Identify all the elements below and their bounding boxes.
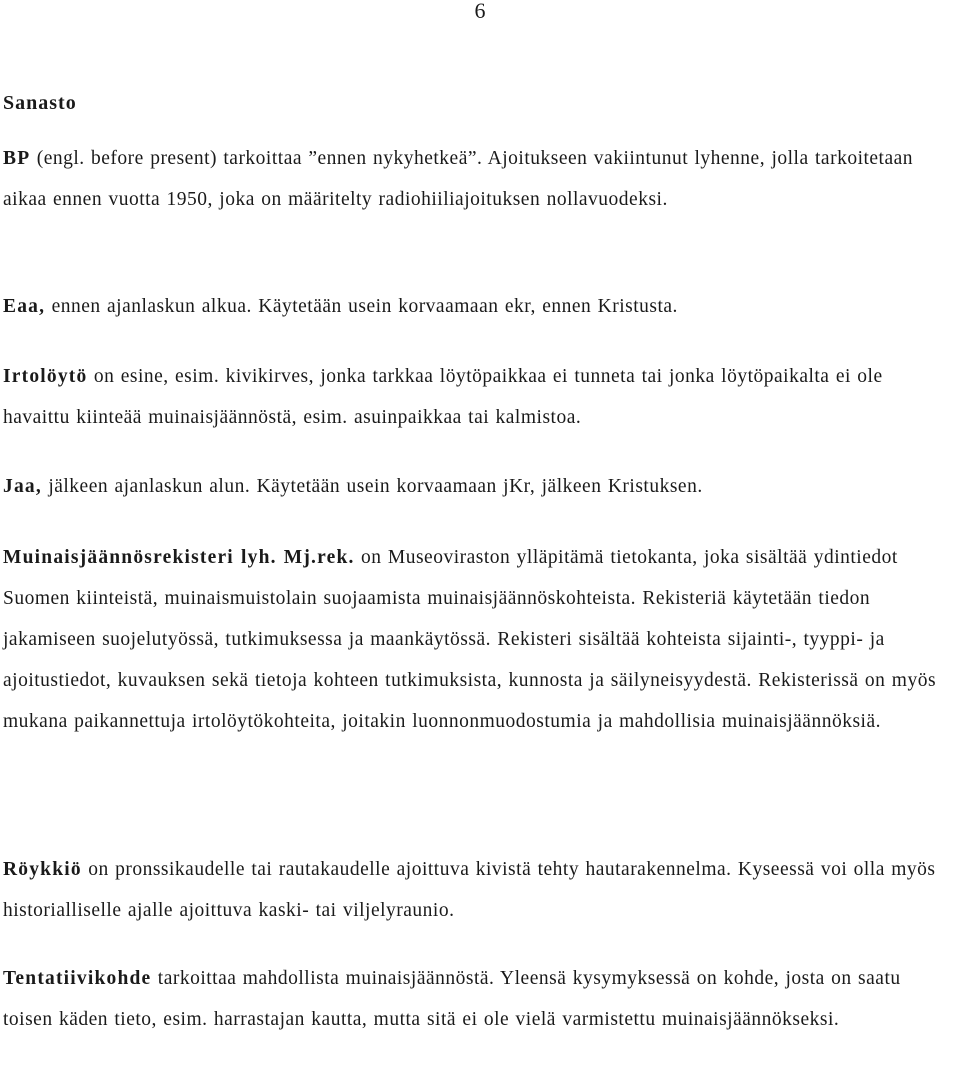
glossary-definition: on pronssikaudelle tai rautakaudelle ajoittuva kivistä tehty hautarakennelma. Kyseessä voi olla myös historialliselle ajalle ajoittuva kaski- tai viljelyraunio. bbox=[3, 859, 936, 921]
glossary-term: Röykkiö bbox=[3, 859, 82, 880]
glossary-entry-jaa bbox=[3, 466, 953, 507]
glossary-definition: jälkeen ajanlaskun alun. Käytetään usein korvaamaan jKr, jälkeen Kristuksen. bbox=[41, 476, 703, 497]
glossary-definition: on esine, esim. kivikirves, jonka tarkkaa löytöpaikkaa ei tunneta tai jonka löytöpaikalta ei ole havaittu kiinteää muinaisjäännöstä, esim. asuinpaikkaa tai kalmistoa. bbox=[3, 366, 883, 428]
glossary-term: Jaa, bbox=[3, 476, 42, 497]
glossary-entry-roykkio bbox=[3, 849, 953, 931]
glossary-heading: Sanasto bbox=[3, 92, 77, 114]
glossary-entry-bp bbox=[3, 138, 953, 220]
glossary-definition: tarkoittaa mahdollista muinaisjäännöstä. Yleensä kysymyksessä on kohde, josta on saatu toisen käden tieto, esim. harrastajan kautta, mutta sitä ei ole vielä varmistettu muinaisjäännökseksi. bbox=[3, 968, 901, 1030]
glossary-term: Tentatiivikohde bbox=[3, 968, 152, 989]
glossary-definition: on Museoviraston ylläpitämä tietokanta, joka sisältää ydintiedot Suomen kiinteistä, muinaismuistolain suojaamista muinaisjäännöskohteista. Rekisteriä käytetään tiedon jakamiseen suojelutyössä, tutkimuksessa ja maankäytössä. Rekisteri sisältää kohteista sijainti-, tyyppi- ja ajoitustiedot, kuvauksen sekä tietoja kohteen tutkimuksista, kunnosta ja säilyneisyydestä. Rekisterissä on myös mukana paikannettuja irtolöytökohteita, joitakin luonnonmuodostumia ja mahdollisia muinaisjäännöksiä. bbox=[3, 547, 937, 732]
glossary-term: BP bbox=[3, 148, 31, 169]
glossary-entry-tentatiivikohde bbox=[3, 958, 953, 1040]
page-number: 6 bbox=[474, 0, 486, 23]
glossary-definition: (engl. before present) tarkoittaa ”ennen nykyhetkeä”. Ajoitukseen vakiintunut lyhenne, jolla tarkoitetaan aikaa ennen vuotta 1950, joka on määritelty radiohiiliajoituksen nollavuodeksi. bbox=[3, 148, 914, 210]
glossary-term: Irtolöytö bbox=[3, 366, 88, 387]
glossary-entry-eaa bbox=[3, 286, 953, 327]
glossary-term: Muinaisjäännösrekisteri lyh. Mj.rek. bbox=[3, 547, 355, 568]
glossary-term: Eaa, bbox=[3, 296, 46, 317]
glossary-entry-irtoloyto bbox=[3, 356, 953, 438]
glossary-entry-muinaisjaannosrekisteri bbox=[3, 537, 953, 742]
glossary-definition: ennen ajanlaskun alkua. Käytetään usein korvaamaan ekr, ennen Kristusta. bbox=[45, 296, 678, 317]
